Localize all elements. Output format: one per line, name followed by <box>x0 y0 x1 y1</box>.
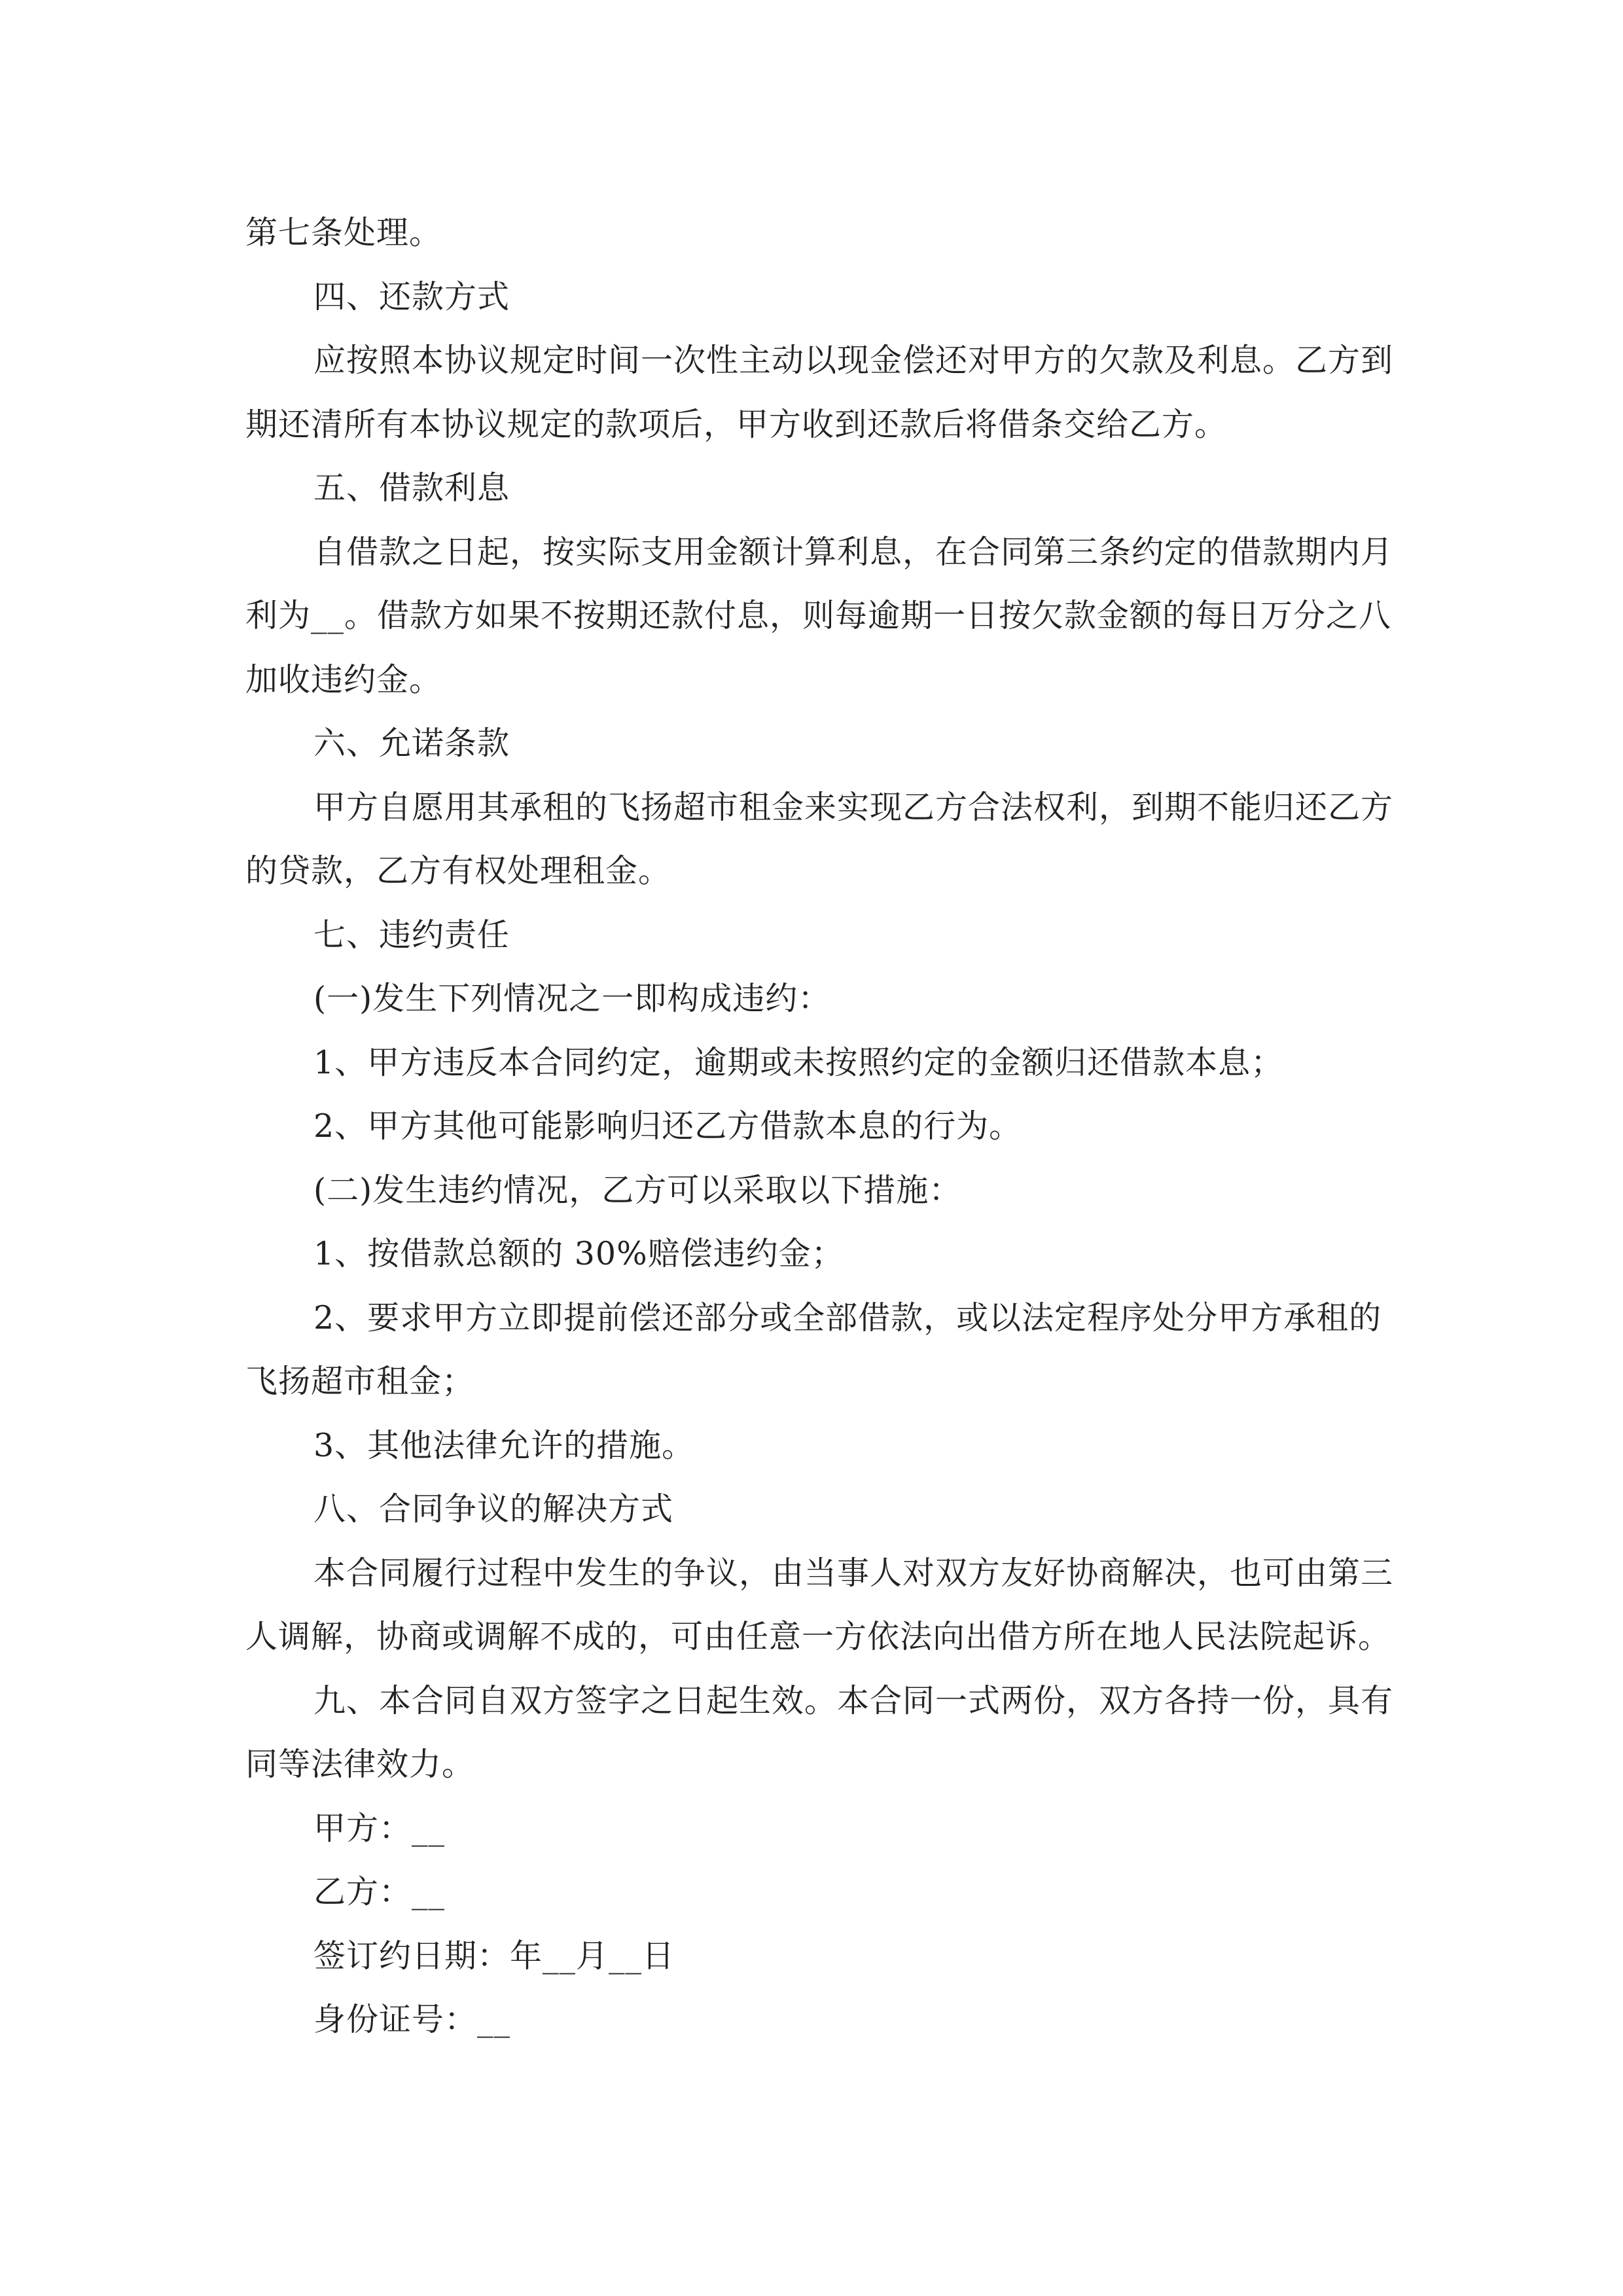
text-line: 甲方自愿用其承租的飞扬超市租金来实现乙方合法权利，到期不能归还乙方 <box>313 788 1394 826</box>
text-line: 利为__。借款方如果不按期还款付息，则每逾期一日按欠款金额的每日万分之八 <box>245 597 1392 634</box>
text-line: 期还清所有本协议规定的款项后，甲方收到还款后将借条交给乙方。 <box>245 405 1228 443</box>
section-heading: 七、违约责任 <box>313 916 510 954</box>
text-line: 本合同履行过程中发生的争议，由当事人对双方友好协商解决，也可由第三 <box>313 1554 1394 1592</box>
text-line: 加收违约金。 <box>245 660 442 698</box>
text-line: 九、本合同自双方签字之日起生效。本合同一式两份，双方各持一份，具有 <box>313 1681 1394 1719</box>
text-line: 应按照本协议规定时间一次性主动以现金偿还对甲方的欠款及利息。乙方到 <box>313 342 1394 379</box>
document-body <box>245 201 1394 2052</box>
text-line: 人调解，协商或调解不成的，可由任意一方依法向出借方所在地人民法院起诉。 <box>245 1618 1391 1655</box>
signature-party-b: 乙方：__ <box>313 1873 446 1910</box>
section-heading: 五、借款利息 <box>313 469 510 507</box>
text-line: 第七条处理。 <box>245 214 442 251</box>
text-line: 的贷款，乙方有权处理租金。 <box>245 852 671 889</box>
section-heading: 八、合同争议的解决方式 <box>313 1490 674 1528</box>
list-item: 1、甲方违反本合同约定，逾期或未按照约定的金额归还借款本息； <box>313 1043 1284 1081</box>
signature-party-a: 甲方：__ <box>313 1809 446 1847</box>
text-line: 同等法律效力。 <box>245 1746 475 1783</box>
list-item: 2、要求甲方立即提前偿还部分或全部借款，或以法定程序处分甲方承租的 <box>313 1299 1382 1336</box>
text-line: (二)发生违约情况，乙方可以采取以下措施： <box>313 1171 962 1209</box>
list-item: 2、甲方其他可能影响归还乙方借款本息的行为。 <box>313 1107 1022 1145</box>
signing-date: 签订约日期：年__月__日 <box>313 1937 675 1975</box>
text-line: 自借款之日起，按实际支用金额计算利息，在合同第三条约定的借款期内月 <box>313 533 1394 571</box>
text-line: (一)发生下列情况之一即构成违约： <box>313 980 831 1017</box>
section-heading: 六、允诺条款 <box>313 725 510 762</box>
id-number: 身份证号：__ <box>313 2001 511 2038</box>
section-heading: 四、还款方式 <box>313 278 510 315</box>
text-line: 飞扬超市租金； <box>245 1363 475 1400</box>
list-item: 3、其他法律允许的措施。 <box>313 1426 695 1464</box>
list-item: 1、按借款总额的 30%赔偿违约金； <box>313 1235 844 1272</box>
